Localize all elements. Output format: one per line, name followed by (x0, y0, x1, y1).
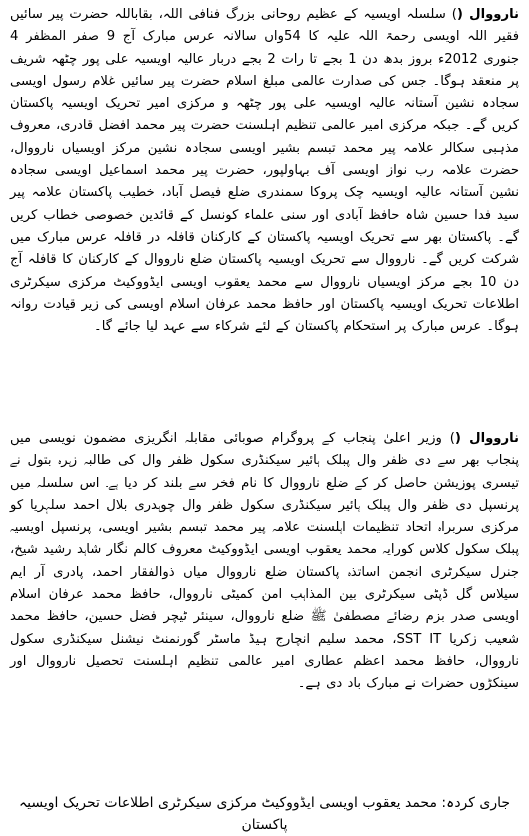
article-dateline: نارووال ( (454, 431, 519, 446)
article-body: ) سلسلہ اویسیہ کے عظیم روحانی بزرگ فنافی اللہ، بقاباللہ حضرت پیر سائیں فقیر اللہ اویسی رحمۃ اللہ علیہ کا 54واں سالانہ عرس مبارک آج 9 صفر المظفر 4 جنوری 2012ء بروز بدھ دن 1 بجے تا رات 2 بجے دربار عالیہ اویسیہ علی پور چٹھہ شریف پر منعقد ہوگا۔ جس کی صدارت عالمی مبلغ اسلام حضرت پیر سائیں غلام رسول اویسی سجادہ نشین آستانہ عالیہ اویسیہ علی پور چٹھہ و مرکزی امیر تحریک اویسیہ پاکستان کریں گے۔ جبکہ مرکزی امیر عالمی تنظیم اہلسنت حضرت پیر محمد افضل قادری، معروف مذہبی سکالر علامہ پیر محمد تبسم بشیر اویسی سجادہ نشین مرکز اویسیاں نارووال، حضرت علامہ رب نواز اویسی آف بہاولپور، حضرت پیر محمد اسماعیل اویسی سجادہ نشین آستانہ عالیہ اویسیہ چک پروکا سمندری ضلع فیصل آباد، خطیب پاکستان علامہ پیر سید فدا حسین شاہ حافظ آبادی اور سنی علماء کونسل کے قائدین خصوصی خطاب کریں گے۔ پاکستان بھر سے تحریک اویسیہ پاکستان کے کارکنان قافلہ در قافلہ عرس مبارک میں شرکت کریں گے۔ نارووال سے تحریک اویسیہ پاکستان ضلع نارووال کے کارکنان کا قافلہ آج دن 10 بجے مرکز اویسیاں نارووال سے محمد یعقوب اویسی ایڈووکیٹ مرکزی سیکرٹری اطلاعات تحریک اویسیہ پاکستان اور حافظ محمد عرفان اسلام اویسی کی زیر قیادت روانہ ہوگا۔ عرس مبارک پر استحکام پاکستان کے لئے شرکاء سے عہد لیا جائے گا۔ (10, 7, 520, 335)
article-body: ) وزیر اعلیٰ پنجاب کے پروگرام صوبائی مقابلہ انگریزی مضمون نویسی میں پنجاب بھر سے دی ظفر وال پبلک ہائیر سیکنڈری سکول ظفر وال کی طالبہ زہرہ بتول نے تیسری پوزیشن حاصل کر کے ضلع نارووال کا نام فخر سے بلند کر دیا ہے۔ اس سلسلہ میں پرنسپل دی ظفر وال پبلک ہائیر سیکنڈری سکول ظفر وال چوہدری بلال احمد سلہریا کو مرکزی سربراہ اتحاد تنظیمات اہلسنت علامہ پیر محمد تبسم بشیر اویسی، پرنسپل اویسیہ پبلک سکول کلاس کورایہ محمد یعقوب اویسی ایڈووکیٹ معروف کالم نگار شاہد رشید شیخ، جنرل سیکرٹری انجمن اساتذہ پاکستان ضلع نارووال میاں ذوالفقار احمد، پادری آر ایم سیلاس گل ڈپٹی سیکرٹری بین المذاہب امن کمیٹی نارووال، حافظ محمد عرفان اسلام اویسی صدر بزم رضائے مصطفیٰ ﷺ ضلع نارووال، سینئر ٹیچر فضل حسین، حافظ محمد شعیب زکریا SST IT، محمد سلیم انچارج ہیڈ ماسٹر گورنمنٹ نیشنل سیکنڈری سکول نارووال، حافظ محمد اعظم عطاری امیر عالمی تنظیم اہلسنت تحصیل نارووال اور سینکڑوں حضرات نے مبارک باد دی ہے۔ (10, 431, 520, 692)
news-article-urs (10, 4, 519, 338)
article-dateline: نارووال ( (456, 7, 519, 22)
news-article-essay-competition (10, 428, 519, 696)
issued-by-footer: جاری کردہ: محمد یعقوب اویسی ایڈووکیٹ مرکزی سیکرٹری اطلاعات تحریک اویسیہ پاکستان (18, 795, 511, 833)
